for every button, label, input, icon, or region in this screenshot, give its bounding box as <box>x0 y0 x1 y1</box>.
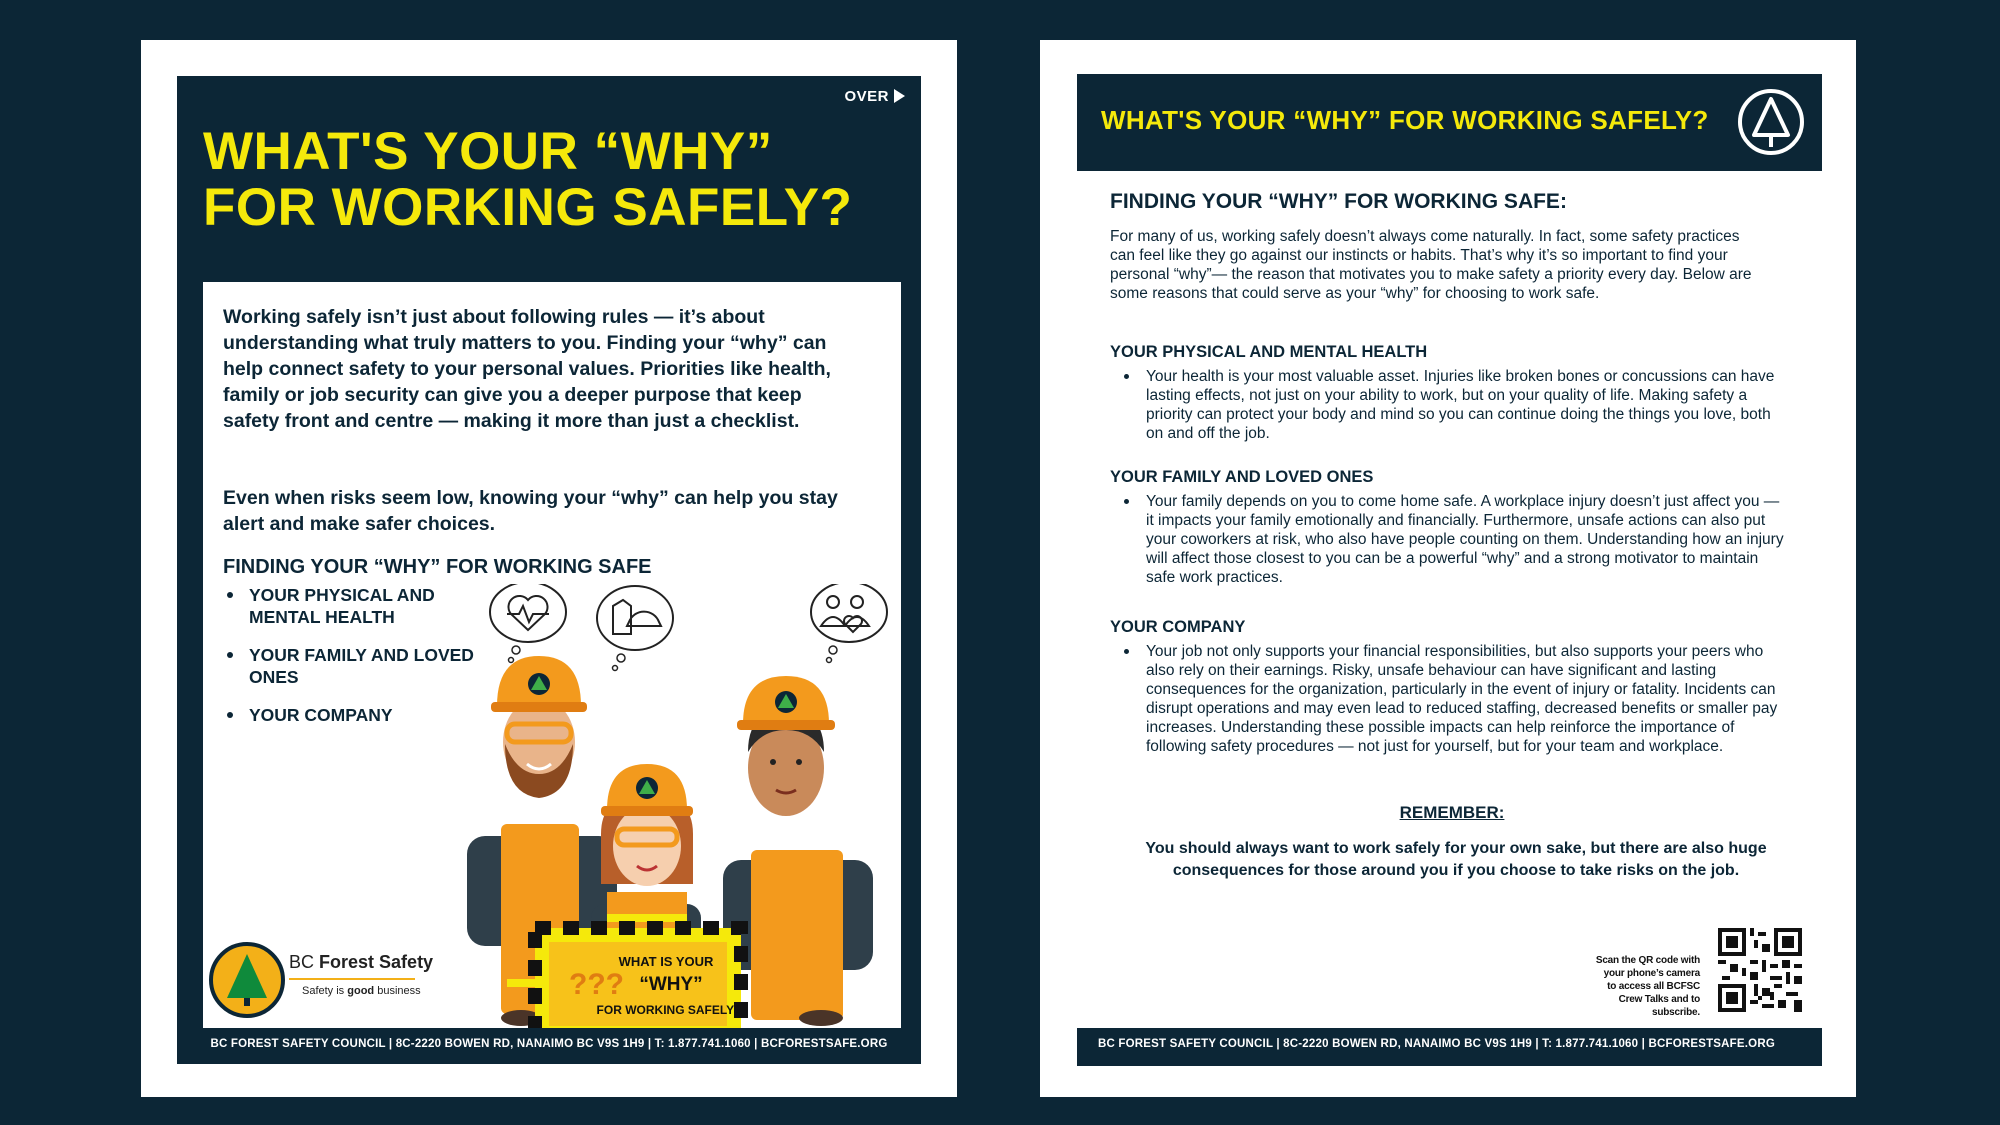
logo-name-bold: Forest Safety <box>319 952 434 972</box>
family-bubble-icon <box>811 584 887 663</box>
risk-paragraph: Even when risks seem low, knowing your “why” can help you stay alert and make safer choices. <box>223 487 838 535</box>
sign-question-marks: ??? <box>569 968 624 1001</box>
sign-line2: “WHY” <box>639 974 703 995</box>
tagline-bold: good <box>347 985 375 997</box>
worker-right <box>723 676 873 1026</box>
poster-page-back <box>1040 40 1856 1097</box>
list-item: Your health is your most valuable asset. Injuries like broken bones or concussions can have lasting effects, not just on your ability to work, but on your quality of life. Making safety a priority can protect your body and mind so you can continue doing the things you love, both on and off the job. <box>1110 367 1790 443</box>
list-item: YOUR PHYSICAL AND MENTAL HEALTH <box>223 584 483 628</box>
list-item: YOUR COMPANY <box>223 704 483 726</box>
safety-gear-bubble-icon <box>597 586 673 671</box>
back-footer <box>1077 1028 1822 1066</box>
reasons-list <box>223 584 483 742</box>
remember-text: You should always want to work safely for your own sake, but there are also huge consequences for those around you if you choose to take risks on the job. <box>1145 840 1767 879</box>
tagline-start: Safety is <box>302 985 345 997</box>
workers-illustration <box>461 584 901 1028</box>
qr-code-icon[interactable] <box>1718 928 1802 1012</box>
section-list-health <box>1110 367 1790 443</box>
sign-line3: FOR WORKING SAFELY? <box>596 1003 742 1017</box>
tree-emblem-icon <box>209 942 285 1018</box>
logo-name-plain: BC <box>289 952 315 972</box>
list-heading: FINDING YOUR “WHY” FOR WORKING SAFE <box>223 556 652 578</box>
section-heading-health: YOUR PHYSICAL AND MENTAL HEALTH <box>1110 343 1428 361</box>
poster-frame <box>177 76 921 1064</box>
back-header-title: WHAT'S YOUR “WHY” FOR WORKING SAFELY? <box>1101 105 1709 135</box>
list-item: Your family depends on you to come home safe. A workplace injury doesn’t just affect you — it impacts your family emotionally and financially. Furthermore, unsafe actions can also put your coworkers at risk, who also have people counting on them. Understanding how an injury will affect those closest to you can be a powerful “why” and a strong motivator to maintain safe work practices. <box>1110 492 1790 587</box>
poster-content-panel <box>203 282 901 1028</box>
logo-underline <box>289 978 415 980</box>
poster-page-front <box>141 40 957 1097</box>
tagline-end: business <box>377 985 421 997</box>
back-heading: FINDING YOUR “WHY” FOR WORKING SAFE: <box>1110 190 1567 213</box>
intro-paragraph: Working safely isn’t just about following rules — it’s about understanding what truly matters to you. Finding your “why” can help connect safety to your personal values. Priorities like health, family or job security can give you a deeper purpose that keep safety front and centre — making it more than just a checklist. <box>223 306 831 432</box>
poster-title-line1: WHAT'S YOUR “WHY” <box>203 122 773 181</box>
section-list-company <box>1110 642 1790 756</box>
tree-circle-icon <box>1736 87 1806 157</box>
back-header <box>1077 74 1822 171</box>
over-indicator <box>844 88 905 105</box>
over-label: OVER <box>844 88 889 105</box>
section-heading-company: YOUR COMPANY <box>1110 618 1246 636</box>
poster-footer: BC FOREST SAFETY COUNCIL | 8C-2220 BOWEN RD, NANAIMO BC V9S 1H9 | T: 1.877.741.1060 | BCFORESTSAFE.ORG <box>210 1038 888 1050</box>
logo-name <box>289 952 433 973</box>
play-arrow-icon <box>894 89 905 103</box>
poster-title-line2: FOR WORKING SAFELY? <box>203 178 853 237</box>
list-item: YOUR FAMILY AND LOVED ONES <box>223 644 483 688</box>
why-sign <box>535 928 741 1028</box>
bc-forest-safety-logo <box>209 942 439 1022</box>
section-heading-family: YOUR FAMILY AND LOVED ONES <box>1110 468 1374 486</box>
section-list-family <box>1110 492 1790 587</box>
heart-pulse-bubble-icon <box>490 584 566 663</box>
qr-caption: Scan the QR code with your phone’s camera to access all BCFSC Crew Talks and to subscribe. <box>1595 955 1700 1018</box>
remember-label: REMEMBER: <box>1399 803 1505 822</box>
list-item: Your job not only supports your financial responsibilities, but also supports your peers who also rely on their earnings. Risky, unsafe behaviour can have significant and lasting consequences for the organization, particularly in the event of injury or fatality. Incidents can disrupt operations and may even lead to reduced staffing, decreased benefits or smaller pay increases. Understanding these possible impacts can help reinforce the importance of following safety procedures — not just for yourself, but for your team and workplace. <box>1110 642 1790 756</box>
back-footer-text: BC FOREST SAFETY COUNCIL | 8C-2220 BOWEN RD, NANAIMO BC V9S 1H9 | T: 1.877.741.1060 | BCFORESTSAFE.ORG <box>1098 1038 1775 1050</box>
back-intro: For many of us, working safely doesn’t always come naturally. In fact, some safety practices can feel like they go against our instincts or habits. That’s why it’s so important to find your personal “why”— the reason that motivates you to make safety a priority every day. Below are some reasons that could serve as your “why” for choosing to work safe. <box>1110 228 1752 302</box>
logo-tagline <box>302 985 421 997</box>
poster-title <box>203 124 903 236</box>
sign-line1: WHAT IS YOUR <box>618 954 714 969</box>
